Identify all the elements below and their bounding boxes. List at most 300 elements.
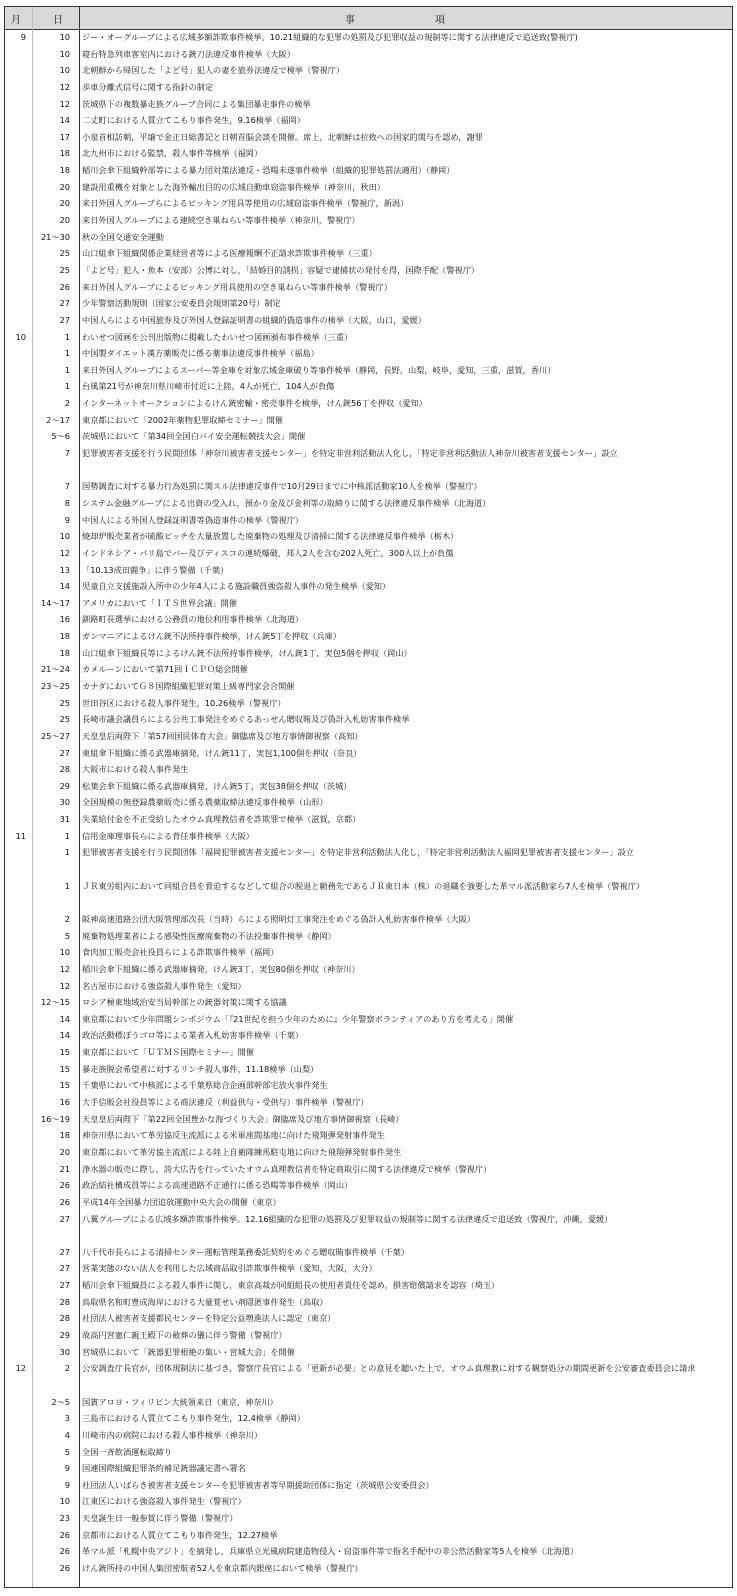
day-cell: 14: [59, 1013, 70, 1024]
month-cell: [5, 1211, 29, 1244]
day-cell: 5: [64, 930, 70, 941]
table-row: [5, 46, 732, 63]
event-cell: 暴走族脱会希望者に対するリンチ殺人事件，11.18検挙（山梨）: [82, 1063, 319, 1074]
table-row: [5, 611, 732, 628]
table-row: [5, 1444, 732, 1461]
event-cell: 茨城県下の複数暴走族グループ合同による集団暴走事件の検挙: [82, 98, 311, 109]
month-cell: [5, 961, 29, 978]
month-cell: [5, 312, 29, 329]
table-row: [5, 395, 732, 412]
table-row: [5, 162, 732, 179]
day-cell: 12～15: [40, 997, 70, 1008]
table-row: [5, 645, 732, 662]
event-cell: 釧路町長選挙における公務員の地位利用事件検挙（北海道）: [82, 614, 304, 625]
event-cell: 犯罪被害者支援を行う民間団体「福岡犯罪被害者支援センター」を特定非営利活動法人化し，「特定非営利活動法人福岡犯罪被害者支援センター」設立: [82, 847, 634, 858]
month-cell: [5, 512, 29, 529]
month-cell: [5, 1477, 29, 1494]
table-row: [5, 578, 732, 595]
event-cell: 川崎市内の病院における殺人事件検挙（神奈川）: [82, 1429, 263, 1440]
event-cell: 建設用重機を対象とした海外輸出目的の広域自動車窃盗事件検挙（神奈川，秋田）: [82, 181, 385, 192]
event-cell: 「よど号」犯人・魚本（安部）公博に対し，「結婚目的誘拐」容疑で逮捕状の発付を得，国際手配（警視庁）: [82, 264, 480, 275]
table-row: [5, 1111, 732, 1128]
table-row: [5, 1277, 732, 1294]
event-cell: 東組傘下組織に係る武器庫摘発，けん銃11丁，実包1,100個を押収（奈良）: [82, 747, 362, 758]
month-cell: [5, 1410, 29, 1427]
event-cell: 営業実態のない法人を利用した広域商品取引詐欺事件検挙（愛知，大阪，大分）: [82, 1263, 377, 1274]
event-cell: ジー・オーグループによる広域多額詐欺事件検挙。10.21組織的な犯罪の処罰及び犯罪収益の規制等に関する法律違反で追送致(警視庁): [82, 32, 578, 42]
event-cell: 政治活動標ぼうゴロ等による業者入札妨害事件検挙（千葉）: [82, 1030, 304, 1041]
event-cell: 公安調査庁長官が，団体規制法に基づき，警察庁長官による「更新が必要」との意見を聴いた上で，オウム真理教に対する観察処分の期間更新を公安審査委員会に請求: [82, 1363, 696, 1374]
day-cell: 20: [59, 1146, 70, 1157]
month-cell: [5, 1011, 29, 1028]
table-row: [5, 1310, 732, 1327]
event-cell: 政治結社構成員等による高速道路不正通行に係る恐喝等事件検挙（岡山）: [82, 1180, 353, 1191]
header-day: 日: [53, 15, 63, 26]
day-cell: 2～5: [51, 1396, 70, 1407]
event-cell: 寝台特急列車客室内における銃刀法違反事件検挙（大阪）: [82, 48, 295, 59]
header-jiko: 事 項: [345, 15, 445, 26]
month-cell: [5, 1394, 29, 1411]
day-cell: 30: [59, 1346, 70, 1357]
day-cell: 27: [59, 298, 70, 309]
day-cell: 18: [59, 647, 70, 658]
event-cell: 阪神高速道路公団大阪管理部次長（当時）らによる照明灯工事発注をめぐる偽計入札妨害事件検挙（大阪）: [82, 914, 476, 924]
day-cell: 1: [64, 364, 70, 375]
month-cell: [5, 1427, 29, 1444]
table-row: [5, 794, 732, 811]
event-cell: 浄水器の販売に際し，誇大広告を行っていたオウム真理教信者を特定商取引に関する法律違反で検挙（警視庁）: [82, 1163, 492, 1174]
day-cell: 8: [64, 497, 70, 508]
table-row: [5, 1543, 732, 1560]
day-cell: 30: [59, 797, 70, 808]
month-cell: [5, 611, 29, 628]
day-cell: 15: [59, 1080, 70, 1091]
table-row: [5, 545, 732, 562]
event-cell: 東京都において「ＵＴＭＳ国際セミナー」開催: [82, 1047, 254, 1058]
event-cell: 少年警察活動規則（国家公安委員会規則第20号）制定: [82, 298, 281, 309]
event-cell: 故高円宮憲仁親王殿下の斂葬の儀に伴う警備（警視庁）: [82, 1330, 287, 1341]
table-row: [5, 1061, 732, 1078]
month-cell: [5, 1510, 29, 1527]
month-cell: [5, 345, 29, 362]
day-cell: 2: [64, 914, 70, 924]
month-cell: [5, 1543, 29, 1560]
event-cell: けん銃所持の中国人集団密航者52人を東京都内銀座において検挙（警視庁）: [82, 1563, 363, 1574]
month-cell: [5, 229, 29, 246]
day-cell: 31: [59, 814, 70, 825]
event-cell: 中国人による外国人登録証明書等偽造事件の検挙（警視庁）: [82, 514, 304, 525]
event-cell: 稲川会傘下組織員による殺人事件に関し，東京高裁が同組組長の使用者責任を認め，損害賠償請求を認容（埼玉）: [82, 1280, 500, 1291]
table-row: [5, 445, 732, 478]
month-cell: [5, 928, 29, 945]
table-row: [5, 362, 732, 379]
event-cell: 天皇皇后両陛下「第22回全国豊かな海づくり大会」御臨席及び地方事情御視察（長崎）: [82, 1113, 404, 1124]
day-cell: 13: [59, 564, 70, 575]
month-cell: [5, 428, 29, 445]
day-cell: 15: [59, 1063, 70, 1074]
event-cell: 山口組傘下組織関係企業経営者等による医療報酬不正請求詐欺事件検挙（三重）: [82, 248, 377, 259]
event-cell: 北朝鮮から帰国した「よど号」犯人の妻を旅券法違反で検挙（警視庁）: [82, 65, 345, 76]
day-cell: 27: [59, 1246, 70, 1257]
table-row: [5, 978, 732, 995]
event-cell: 来日外国人グループによるスーパー等金庫を対象広域金庫破り等事件検挙（静岡，長野，山梨，岐阜，愛知，三重，滋賀，香川）: [82, 364, 556, 375]
month-cell: [5, 545, 29, 562]
month-cell: [5, 761, 29, 778]
day-cell: 16: [59, 614, 70, 625]
table-row: [5, 1477, 732, 1494]
event-cell: 天皇皇后両陛下「第57回国民体育大会」御臨席及び地方事情御視察（高知）: [82, 730, 363, 741]
month-cell: [5, 145, 29, 162]
day-cell: 1: [64, 830, 70, 841]
table-row: [5, 1327, 732, 1344]
month-cell: [5, 978, 29, 995]
event-cell: 国連国際組織犯罪条約補足銃器議定書へ署名: [82, 1463, 246, 1474]
day-cell: 9: [64, 1479, 70, 1490]
event-cell: 稲川会傘下組織に係る武器庫摘発，けん銃3丁，実包80個を押収（神奈川）: [82, 963, 360, 974]
month-cell: [5, 878, 29, 911]
day-cell: 26: [59, 1563, 70, 1574]
event-cell: カナダにおいてＧ８国際組織犯罪対策上級専門家会合開催: [82, 681, 295, 691]
month-cell: [5, 1327, 29, 1344]
day-cell: 25～27: [40, 730, 70, 741]
month-cell: [5, 212, 29, 229]
table-row: [5, 1344, 732, 1361]
table-row: [5, 661, 732, 678]
event-cell: カメルーンにおいて第71回ＩＣＰＯ総会開催: [82, 664, 248, 675]
day-cell: 21～30: [40, 231, 70, 242]
day-cell: 9: [64, 514, 70, 525]
table-row: [5, 212, 732, 229]
event-cell: 松葉会傘下組織に係る武器庫摘発，けん銃5丁，実包38個を押収（茨城）: [82, 780, 352, 791]
month-cell: [5, 778, 29, 795]
day-cell: 1: [64, 381, 70, 392]
table-row: [5, 711, 732, 728]
table-row: [5, 1527, 732, 1544]
table-row: [5, 878, 732, 911]
month-cell: [5, 79, 29, 96]
event-cell: 中国製ダイエット漢方薬販売に係る薬事法違反事件検挙（福島）: [82, 348, 319, 359]
day-cell: 28: [59, 1296, 70, 1307]
table-row: [5, 96, 732, 113]
table-row: [5, 1493, 732, 1510]
day-cell: 16～19: [40, 1113, 70, 1124]
month-cell: [5, 1127, 29, 1144]
event-cell: 大阪市における殺人事件発生: [82, 764, 189, 775]
month-cell: [5, 1044, 29, 1061]
table-row: [5, 179, 732, 196]
table-row: [5, 928, 732, 945]
month-cell: [5, 911, 29, 928]
event-cell: 平成14年全国暴力団追放運動中央大会の開催（東京）: [82, 1196, 281, 1207]
month-cell: [5, 495, 29, 512]
table-row: [5, 728, 732, 745]
event-cell: 世田谷区における殺人事件発生，10.26検挙（警視庁）: [82, 697, 286, 708]
month-cell: [5, 1111, 29, 1128]
day-cell: 14～17: [40, 597, 70, 608]
day-cell: 1: [64, 331, 70, 342]
table-row: [5, 1294, 732, 1311]
day-cell: 20: [59, 198, 70, 209]
month-cell: [5, 695, 29, 712]
month-cell: [5, 1094, 29, 1111]
table-row: [5, 512, 732, 529]
event-cell: 国賓アロヨ・フィリピン大統領来日（東京，神奈川）: [82, 1396, 278, 1407]
event-cell: 北九州市における監禁，殺人事件等検挙（福岡）: [82, 148, 263, 159]
month-cell: [5, 46, 29, 63]
event-cell: 京都市における人質立てこもり事件発生，12.27検挙: [82, 1529, 278, 1540]
event-cell: 児童自立支援施設入所中の少年4人による施設職員強盗殺人事件の発生検挙（愛知）: [82, 581, 391, 592]
table-row: [5, 295, 732, 312]
day-cell: 5～6: [51, 431, 70, 442]
month-cell: [5, 378, 29, 395]
day-cell: 25: [59, 714, 70, 725]
event-cell: アメリカにおいて「ＩＴＳ世界会議」開催: [82, 597, 237, 608]
event-cell: 東京都において少年問題シンポジウム「『21世紀を担う少年のために』少年警察ボランティアのあり方を考える」開催: [82, 1013, 514, 1024]
event-cell: 千葉県において中核派による千葉県総合企画部幹部宅放火事件発生: [82, 1080, 328, 1091]
event-cell: 小泉首相訪朝，平壌で金正日総書記と日朝首脳会談を開催。席上，北朝鮮は拉致への国家的関与を認め，謝罪: [82, 131, 483, 142]
month-cell: [5, 944, 29, 961]
day-cell: 27: [59, 747, 70, 758]
table-row: [5, 1011, 732, 1028]
day-cell: 26: [59, 1180, 70, 1191]
event-cell: 大手信販会社役員等による商法違反（利益供与・受供与）事件検挙（警視庁）: [82, 1097, 369, 1108]
day-cell: 26: [59, 1529, 70, 1540]
day-cell: 23～25: [40, 681, 70, 691]
table-row: [5, 994, 732, 1011]
event-cell: 天皇誕生日一般参賀に伴う警備（警視庁）: [82, 1513, 238, 1524]
day-cell: 5: [64, 1446, 70, 1457]
table-row: [5, 695, 732, 712]
month-cell: [5, 96, 29, 113]
day-cell: 10: [59, 531, 70, 542]
day-cell: 27: [59, 1213, 70, 1224]
day-cell: 9: [64, 1463, 70, 1474]
table-row: [5, 478, 732, 495]
month-cell: [5, 262, 29, 279]
table-row: [5, 129, 732, 146]
table-header: [5, 7, 732, 30]
day-cell: 14: [59, 115, 70, 126]
month-cell: [5, 1310, 29, 1327]
table-row: [5, 62, 732, 79]
month-cell: [5, 844, 29, 877]
table-row: [5, 412, 732, 429]
table-row: [5, 29, 732, 46]
table-row: [5, 1410, 732, 1427]
table-row: [5, 262, 732, 279]
event-cell: 「10.13成田闘争」に伴う警備（千葉）: [82, 564, 229, 575]
day-cell: 15: [59, 1047, 70, 1058]
day-cell: 2: [64, 1363, 70, 1374]
month-cell: [5, 295, 29, 312]
day-cell: 12: [59, 81, 70, 92]
event-cell: 信用金庫理事長らによる背任事件検挙（大阪）: [82, 830, 254, 841]
table-row: [5, 911, 732, 928]
day-cell: 7: [64, 481, 70, 492]
table-row: [5, 1044, 732, 1061]
event-cell: 東京都において「2002年薬物犯罪取締セミナー」開催: [82, 414, 283, 425]
month-cell: [5, 179, 29, 196]
table-row: [5, 1460, 732, 1477]
month-cell: [5, 1027, 29, 1044]
table-row: [5, 678, 732, 695]
event-cell: 長崎市議会議員らによる公共工事発注をめぐるあっせん贈収賄及び偽計入札妨害事件検挙: [82, 714, 410, 725]
day-cell: 18: [59, 631, 70, 642]
month-cell: [5, 62, 29, 79]
event-cell: 食肉加工販売会社役員らによる詐欺事件検挙（福岡）: [82, 947, 279, 958]
day-cell: 26: [59, 1196, 70, 1207]
month-cell: [5, 362, 29, 379]
day-cell: 12: [59, 547, 70, 558]
month-cell: [5, 395, 29, 412]
table-row: [5, 778, 732, 795]
table-row: [5, 745, 732, 762]
table-row: [5, 279, 732, 296]
event-cell: 革マル派「札幌中央アジト」を摘発し，兵庫県立光風病院建造物侵入・窃盗事件等で指名手配中の非公然活動家等5人を検挙（北海道）: [82, 1546, 579, 1557]
table-row: [5, 112, 732, 129]
event-cell: 神奈川県において革労協反主流派による米軍座間基地に向けた飛翔弾発射事件発生: [82, 1130, 385, 1141]
day-cell: 21: [59, 1163, 70, 1174]
day-cell: 28: [59, 764, 70, 775]
table-row: [5, 761, 732, 778]
day-cell: 21～24: [40, 664, 70, 675]
month-cell: [5, 562, 29, 579]
day-cell: 7: [64, 448, 70, 459]
day-cell: 29: [59, 1330, 70, 1341]
table-row: [5, 428, 732, 445]
event-cell: 来日外国人グループによるピッキング用具使用の空き巣ねらい等事件検挙（警視庁）: [82, 281, 392, 292]
event-cell: 八翼グループによる広域多額詐欺事件検挙。12.16組織的な犯罪の処罰及び犯罪収益の規制等に関する法律違反で追送致（警視庁，沖縄，愛媛）: [82, 1213, 613, 1224]
event-cell: 歩車分離式信号に関する指針の制定: [82, 81, 214, 92]
table-row: [5, 312, 732, 329]
event-cell: ＪＲ東労組内において同組合員を脅迫するなどして組合の脱退と勤務先であるＪＲ東日本（株）の退職を強要した革マル派活動家ら7人を検挙（警視庁）: [82, 880, 644, 891]
day-cell: 27: [59, 1263, 70, 1274]
day-cell: 17: [59, 131, 70, 142]
month-cell: [5, 645, 29, 662]
day-cell: 18: [59, 148, 70, 159]
table-row: [5, 1360, 732, 1393]
event-cell: 焼却炉販売業者が硫酸ピッチを大量放置した廃棄物の処理及び清掃に関する法律違反事件検挙（栃木）: [82, 531, 459, 542]
header-month: 月: [11, 15, 21, 26]
table-row: [5, 245, 732, 262]
chronology-table: [4, 6, 733, 1588]
day-cell: 26: [59, 281, 70, 292]
month-cell: [5, 1277, 29, 1294]
day-cell: 25: [59, 248, 70, 259]
month-cell: [5, 1144, 29, 1161]
month-cell: [5, 728, 29, 745]
event-cell: 名古屋市における強盗殺人事件発生（愛知）: [82, 980, 246, 991]
month-cell: [5, 112, 29, 129]
day-cell: 12: [59, 980, 70, 991]
day-cell: 3: [64, 1413, 70, 1424]
month-cell: [5, 412, 29, 429]
table-row: [5, 1427, 732, 1444]
month-cell: [5, 1260, 29, 1277]
table-row: [5, 628, 732, 645]
table-row: [5, 595, 732, 612]
event-cell: システム金融グループによる出資の受入れ，預かり金及び金利等の取締りに関する法律違反事件検挙（北海道）: [82, 497, 491, 508]
month-cell: 11: [15, 830, 26, 841]
table-row: [5, 1127, 732, 1144]
event-cell: 台風第21号が神奈川県川崎市付近に上陸，4人が死亡，104人が負傷: [82, 381, 335, 392]
table-row: [5, 195, 732, 212]
month-cell: [5, 1161, 29, 1178]
table-row: [5, 1211, 732, 1244]
month-cell: [5, 279, 29, 296]
event-cell: 中国人らによる中国旅券及び外国人登録証明書の組織的偽造事件の検挙（大阪，山口，愛媛）: [82, 314, 426, 325]
table-row: [5, 145, 732, 162]
day-cell: 14: [59, 581, 70, 592]
month-cell: [5, 661, 29, 678]
month-cell: [5, 245, 29, 262]
table-row: [5, 1144, 732, 1161]
table-row: [5, 562, 732, 579]
table-row: [5, 345, 732, 362]
table-row: [5, 844, 732, 877]
event-cell: 二丈町における人質立てこもり事件発生，9.16検挙（福岡）: [82, 115, 305, 126]
month-cell: [5, 994, 29, 1011]
table-row: [5, 329, 732, 346]
month-cell: [5, 528, 29, 545]
event-cell: インドネシア・バリ島でバー及びディスコの連続爆破，邦人2人を含む202人死亡，300人以上が負傷: [82, 547, 454, 558]
table-row: [5, 79, 732, 96]
day-cell: 16: [59, 1097, 70, 1108]
day-cell: 27: [59, 314, 70, 325]
table-row: [5, 229, 732, 246]
month-cell: [5, 811, 29, 828]
month-cell: [5, 445, 29, 478]
month-cell: [5, 129, 29, 146]
month-cell: [5, 195, 29, 212]
month-cell: [5, 578, 29, 595]
event-cell: 三島市における人質立てこもり事件発生，12.4検挙（静岡）: [82, 1413, 305, 1424]
month-cell: [5, 1177, 29, 1194]
month-cell: [5, 1560, 29, 1577]
table-row: [5, 1077, 732, 1094]
day-cell: 20: [59, 215, 70, 226]
month-cell: [5, 1493, 29, 1510]
day-cell: 10: [59, 1496, 70, 1507]
event-cell: 社団法人被害者支援都民センターを特定公益増進法人に認定（東京）: [82, 1313, 336, 1324]
day-cell: 10: [59, 48, 70, 59]
month-cell: [5, 1460, 29, 1477]
day-cell: 25: [59, 264, 70, 275]
table-row: [5, 495, 732, 512]
month-cell: [5, 628, 29, 645]
day-cell: 29: [59, 780, 70, 791]
month-cell: [5, 1244, 29, 1261]
table-row: [5, 1510, 732, 1527]
day-cell: 26: [59, 1546, 70, 1557]
table-body: [5, 29, 732, 1587]
table-row: [5, 1194, 732, 1211]
day-cell: 12: [59, 963, 70, 974]
event-cell: 失業給付金を不正受給したオウム真理教信者を詐欺罪で検挙（滋賀，京都）: [82, 814, 361, 825]
event-cell: 秋の全国交通安全運動: [82, 231, 164, 242]
table-row: [5, 1094, 732, 1111]
month-cell: 9: [20, 32, 26, 42]
event-cell: 国勢調査に対する暴力行為処罰に関スル法律違反事件で10月29日までに中核派活動家10人を検挙（警視庁）: [82, 481, 482, 492]
table-row: [5, 528, 732, 545]
month-cell: [5, 711, 29, 728]
event-cell: 来日外国人グループらによるピッキング用具等使用の広域窃盗事件検挙（警視庁，新潟）: [82, 198, 409, 209]
month-cell: [5, 1077, 29, 1094]
event-cell: ロシア極東地域治安当局幹部との銃器対策に関する協議: [82, 997, 287, 1008]
day-cell: 2～17: [46, 414, 70, 425]
table-row: [5, 1260, 732, 1277]
day-cell: 2: [64, 398, 70, 409]
